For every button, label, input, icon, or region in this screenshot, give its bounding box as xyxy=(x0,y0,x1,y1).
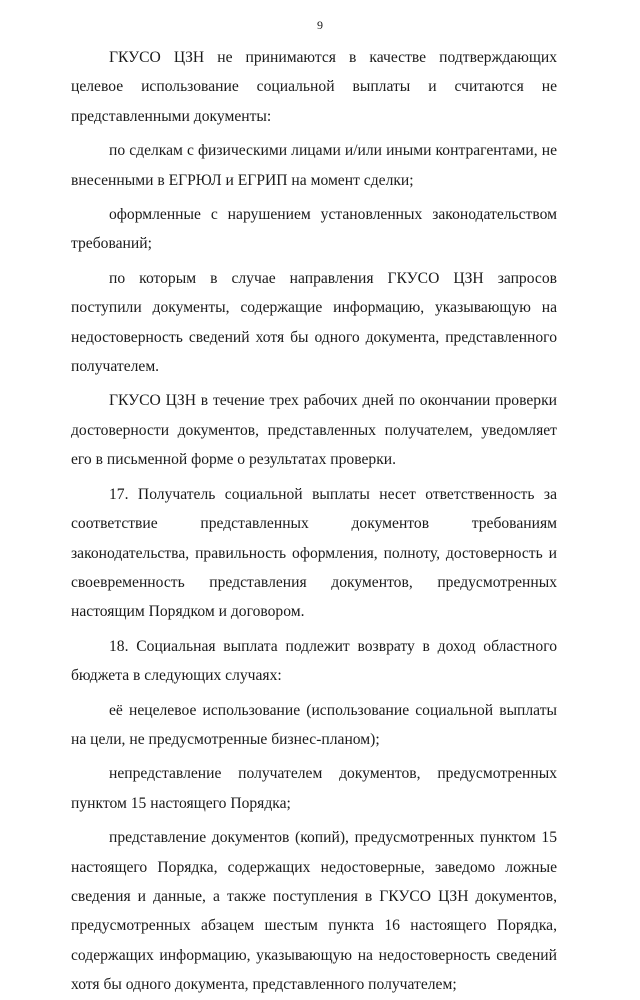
paragraph: её нецелевое использование (использование социальной выплаты на цели, не предусмотренные бизнес-планом); xyxy=(71,701,557,748)
paragraph: 18. Социальная выплата подлежит возврату в доход областного бюджета в следующих случаях: xyxy=(71,637,557,685)
paragraph: по которым в случае направления ГКУСО ЦЗН запросов поступили документы, содержащие информацию, указывающую на недостоверность сведений хотя бы одного документа, представленного получателем. xyxy=(71,269,557,376)
paragraph: оформленные с нарушением установленных законодательством требований; xyxy=(71,206,557,253)
paragraph: 17. Получатель социальной выплаты несет ответственность за соответствие представленных документов требованиям законодательства, правильность оформления, полноту, достоверность и своевременность представления документов, предусмотренных настоящим Порядком и договором. xyxy=(71,485,557,621)
document-body xyxy=(71,43,557,1000)
paragraph: непредставление получателем документов, предусмотренных пунктом 15 настоящего Порядка; xyxy=(71,765,557,812)
paragraph: ГКУСО ЦЗН в течение трех рабочих дней по окончании проверки достоверности документов, представленных получателем, уведомляет его в письменной форме о результатах проверки. xyxy=(71,392,557,469)
paragraph: ГКУСО ЦЗН не принимаются в качестве подтверждающих целевое использование социальной выплаты и считаются не представленными документы: xyxy=(71,49,557,125)
paragraph: по сделкам с физическими лицами и/или иными контрагентами, не внесенными в ЕГРЮЛ и ЕГРИП на момент сделки; xyxy=(71,142,557,189)
page-number: 9 xyxy=(317,18,323,32)
paragraph: представление документов (копий), предусмотренных пунктом 15 настоящего Порядка, содержащих недостоверные, заведомо ложные сведения и данные, а также поступления в ГКУСО ЦЗН документов, предусмотренных абзацем шестым пункта 16 настоящего Порядка, содержащих информацию, указывающую на недостоверность сведений хотя бы одного документа, представленного получателем; xyxy=(71,829,557,994)
